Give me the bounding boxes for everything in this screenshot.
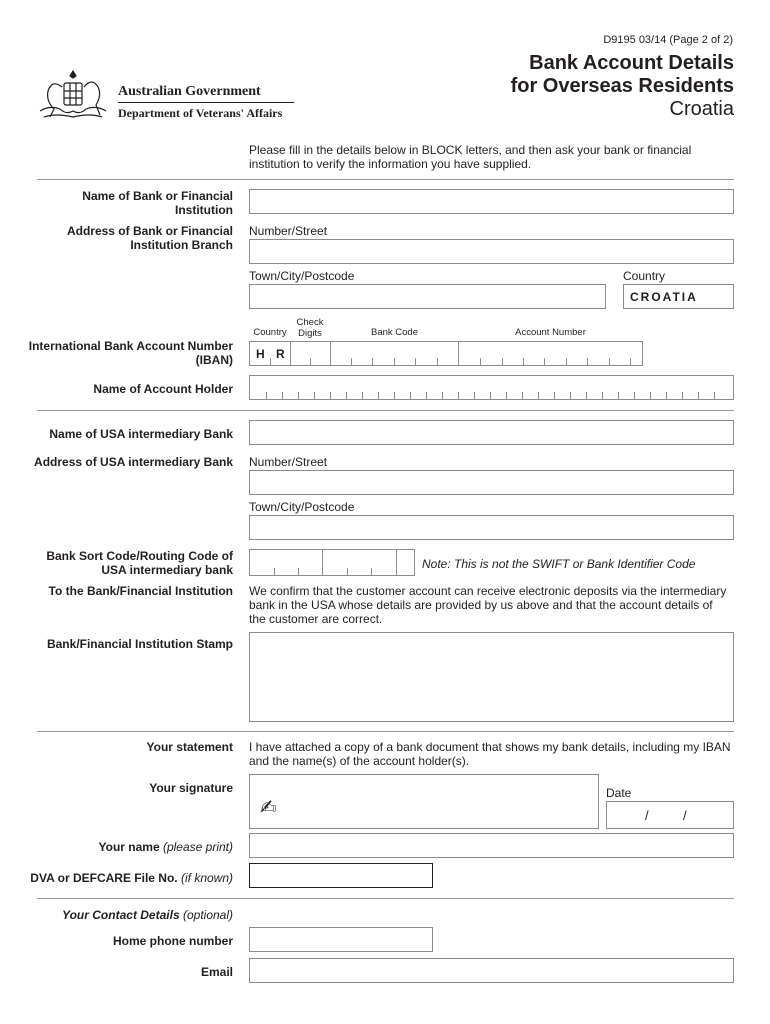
signature-label: Your signature	[149, 781, 233, 795]
file-number-hint: (if known)	[180, 871, 233, 885]
sort-code-label: Bank Sort Code/Routing Code of USA intermediary bank	[46, 549, 233, 577]
dept-name: Department of Veterans' Affairs	[118, 106, 283, 120]
your-name-hint: (please print)	[162, 840, 233, 854]
to-bank-label: To the Bank/Financial Institution	[48, 584, 233, 598]
contact-heading-hint: (optional)	[182, 908, 233, 922]
iban-col-check: Check Digits	[296, 317, 324, 339]
bank-name-label: Name of Bank or Financial Institution	[82, 189, 233, 217]
account-holder-label: Name of Account Holder	[93, 382, 233, 396]
divider	[37, 410, 734, 411]
coat-of-arms-logo	[36, 67, 110, 125]
iban-country-char-1: H	[256, 347, 265, 361]
signature-input[interactable]	[249, 774, 599, 829]
divider	[37, 898, 734, 899]
your-name-input[interactable]	[249, 833, 734, 858]
gov-name: Australian Government	[118, 84, 261, 99]
statement-label: Your statement	[146, 740, 233, 754]
stamp-area[interactable]	[249, 632, 734, 722]
iban-col-account: Account Number	[515, 327, 586, 338]
contact-heading	[20, 908, 233, 922]
your-name-label	[40, 840, 233, 854]
date-label: Date	[606, 786, 632, 800]
contact-heading-text: Your Contact Details	[62, 908, 180, 922]
title-line-1: Bank Account Details	[529, 52, 734, 74]
intro-text: Please fill in the details below in BLOCK letters, and then ask your bank or financial institution to verify the information you have supplied.	[249, 143, 692, 171]
account-holder-input[interactable]	[249, 375, 734, 400]
file-number-label	[20, 871, 233, 885]
usa-bank-address-label: Address of USA intermediary Bank	[34, 455, 233, 469]
bank-country-field	[623, 284, 734, 309]
bank-name-input[interactable]	[249, 189, 734, 214]
iban-country-char-2: R	[276, 347, 285, 361]
bank-country-caption: Country	[623, 269, 666, 283]
iban-col-country: Country	[253, 327, 287, 338]
statement-text: I have attached a copy of a bank document that shows my bank details, including my IBAN and the name(s) of the account holder(s).	[249, 740, 731, 768]
signature-icon: ✍	[260, 795, 277, 819]
bank-town-caption: Town/City/Postcode	[249, 269, 355, 283]
iban-input[interactable]	[249, 341, 643, 366]
title-line-2: for Overseas Residents	[510, 75, 734, 97]
page-title	[511, 52, 734, 121]
bank-address-label: Address of Bank or Financial Institution Branch	[66, 224, 233, 252]
usa-town-caption: Town/City/Postcode	[249, 500, 355, 514]
usa-bank-name-label: Name of USA intermediary Bank	[49, 427, 233, 441]
date-input[interactable]	[606, 801, 734, 829]
confirm-text: We confirm that the customer account can receive electronic deposits via the intermediary bank in the USA whose details are provided by us above and that the account details of the customer are correct.	[249, 584, 727, 626]
email-label: Email	[200, 965, 233, 979]
sort-code-note: Note: This is not the SWIFT or Bank Identifier Code	[422, 557, 696, 571]
iban-col-bank: Bank Code	[370, 327, 418, 338]
date-sep-1: /	[645, 808, 649, 823]
usa-town-input[interactable]	[249, 515, 734, 540]
sort-code-input[interactable]	[249, 549, 415, 576]
bank-town-input[interactable]	[249, 284, 606, 309]
usa-street-caption: Number/Street	[249, 455, 328, 469]
divider	[37, 731, 734, 732]
stamp-label: Bank/Financial Institution Stamp	[46, 637, 233, 651]
email-input[interactable]	[249, 958, 734, 983]
home-phone-input[interactable]	[249, 927, 433, 952]
iban-label: International Bank Account Number (IBAN)	[28, 339, 233, 367]
file-number-input[interactable]	[249, 863, 433, 888]
date-sep-2: /	[683, 808, 687, 823]
usa-street-input[interactable]	[249, 470, 734, 495]
form-code: D9195 03/14 (Page 2 of 2)	[603, 34, 733, 46]
gov-divider	[118, 102, 294, 103]
bank-street-caption: Number/Street	[249, 224, 328, 238]
your-name-label-text: Your name	[98, 840, 160, 854]
bank-street-input[interactable]	[249, 239, 734, 264]
bank-country-value: CROATIA	[630, 290, 698, 304]
country-title: Croatia	[669, 98, 734, 120]
usa-bank-name-input[interactable]	[249, 420, 734, 445]
divider	[37, 179, 734, 180]
file-number-label-text: DVA or DEFCARE File No.	[30, 871, 178, 885]
home-phone-label: Home phone number	[112, 934, 233, 948]
